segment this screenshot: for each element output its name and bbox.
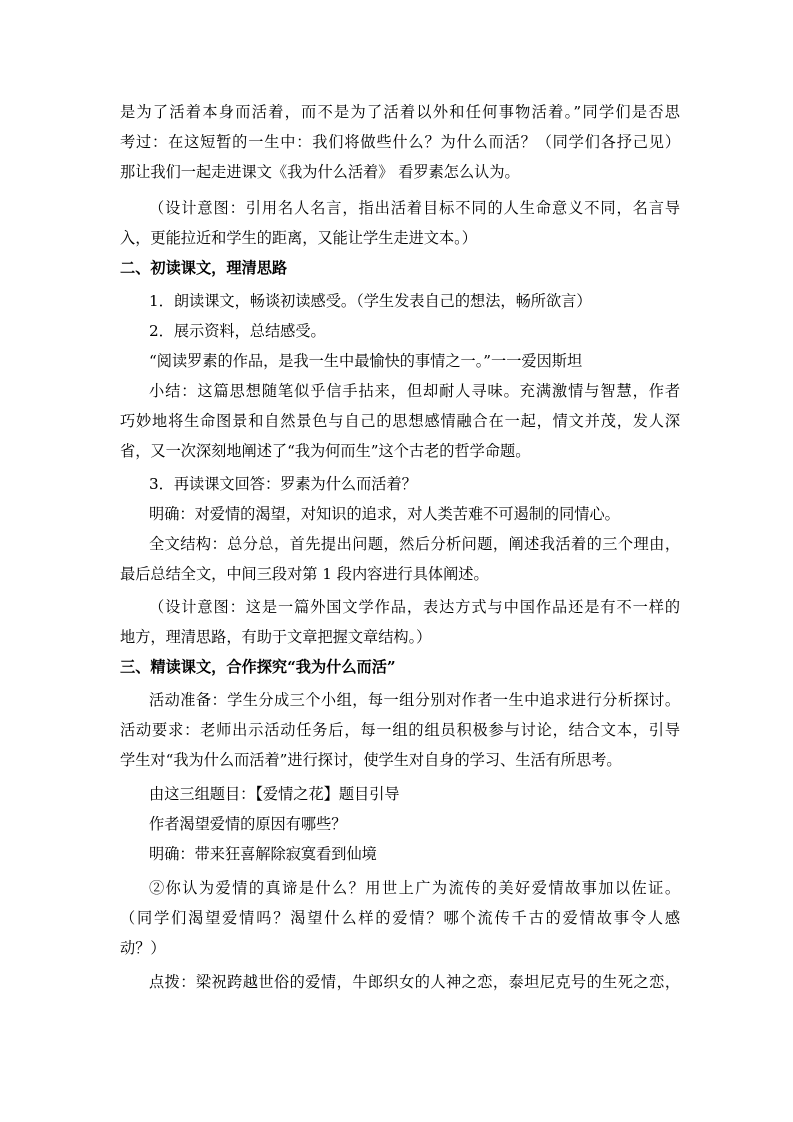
body-line: 明确：带来狂喜解除寂寞看到仙境	[149, 845, 377, 863]
quote-line: “阅读罗素的作品，是我一生中最愉快的事情之一。”一一爱因斯坦	[149, 352, 583, 370]
body-line: 巧妙地将生命图景和自然景色与自己的思想感情融合在一起，情文并茂，发人深	[120, 412, 680, 430]
body-line: 3．再读课文回答：罗素为什么而活着？	[149, 475, 417, 493]
body-line: 那让我们一起走进课文《我为什么活着》 看罗素怎么认为。	[120, 163, 520, 181]
design-intent-line: 入，更能拉近和学生的距离，又能让学生走进文本。）	[120, 229, 477, 247]
body-line: 点拨：梁祝跨越世俗的爱情，牛郎织女的人神之恋，泰坦尼克号的生死之恋，	[149, 973, 680, 991]
body-line: 由这三组题目：【爱情之花】题目引导	[149, 785, 400, 803]
body-line: 学生对“我为什么而活着”进行探讨，使学生对自身的学习、生活有所思考。	[120, 751, 622, 769]
body-line: 1．朗读课文，畅谈初读感受。（学生发表自己的想法，畅所欲言）	[149, 292, 592, 310]
body-line: （同学们渴望爱情吗？渴望什么样的爱情？哪个流传千古的爱情故事令人感	[120, 909, 680, 927]
design-intent-line: （设计意图：这是一篇外国文学作品，表达方式与中国作品还是有不一样的	[149, 598, 680, 616]
body-line: 2．展示资料，总结感受。	[149, 322, 326, 340]
design-intent-line: （设计意图：引用名人名言，指出活着目标不同的人生命意义不同，名言导	[149, 199, 680, 217]
body-line: 小结：这篇思想随笔似乎信手拈来，但却耐人寻味。充满激情与智慧，作者	[149, 382, 680, 400]
body-line: 全文结构：总分总，首先提出问题，然后分析问题，阐述我活着的三个理由，	[149, 535, 680, 553]
body-line: 最后总结全文，中间三段对第 1 段内容进行具体阐述。	[120, 565, 489, 583]
body-line: 活动准备：学生分成三个小组，每一组分别对作者一生中追求进行分析探讨。	[149, 691, 680, 709]
body-line: ②你认为爱情的真谛是什么？用世上广为流传的美好爱情故事加以佐证。	[149, 879, 680, 897]
section-heading-3: 三、精读课文，合作探究“我为什么而活”	[120, 658, 396, 676]
body-line: 考过：在这短暂的一生中：我们将做些什么？为什么而活？（同学们各抒己见）	[120, 133, 680, 151]
body-line: 作者渴望爱情的原因有哪些？	[149, 815, 347, 833]
body-line: 省，又一次深刻地阐述了“我为何而生”这个古老的哲学命题。	[120, 442, 531, 460]
body-line: 活动要求：老师出示活动任务后，每一组的组员积极参与讨论，结合文本，引导	[120, 721, 680, 739]
body-line: 是为了活着本身而活着，而不是为了活着以外和任何事物活着。”同学们是否思	[120, 103, 680, 121]
body-line: 动？）	[120, 939, 166, 957]
design-intent-line: 地方，理清思路，有助于文章把握文章结构。）	[120, 628, 432, 646]
body-line: 明确：对爱情的渴望，对知识的追求，对人类苦难不可遏制的同情心。	[149, 505, 620, 523]
section-heading-2: 二、初读课文，理清思路	[120, 259, 288, 277]
